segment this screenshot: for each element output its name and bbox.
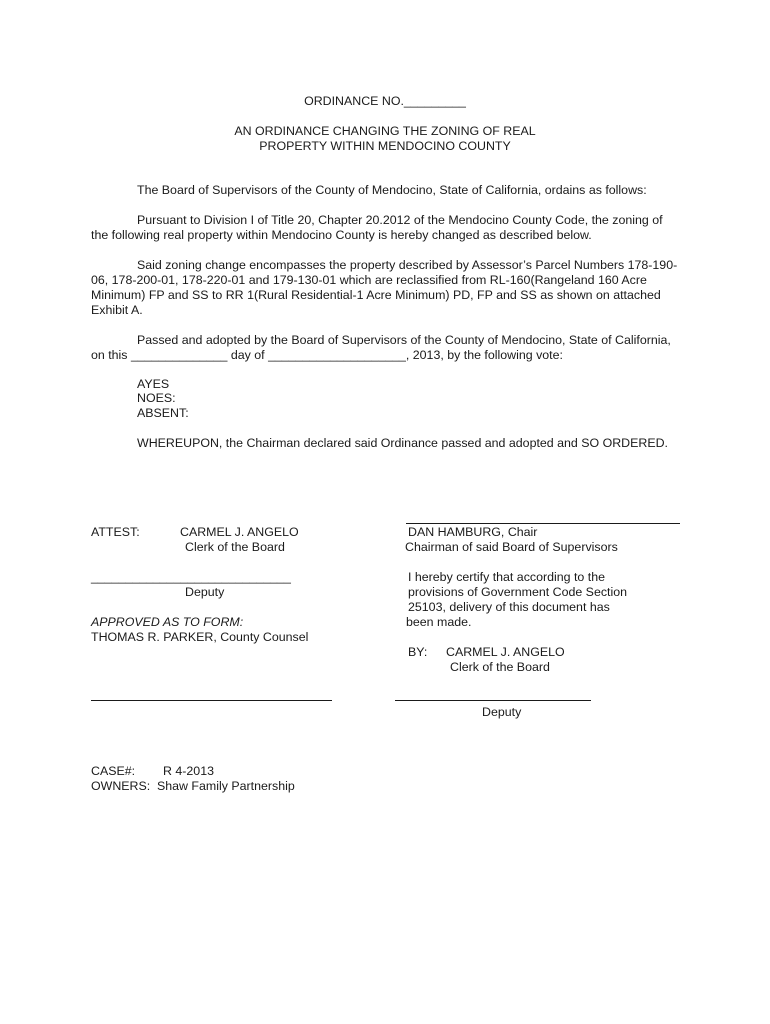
- vote-noes: NOES:: [137, 391, 176, 405]
- owners-label: OWNERS:: [91, 779, 151, 793]
- certify-line-4: been made.: [406, 615, 472, 629]
- vote-ayes: AYES: [137, 377, 170, 391]
- by-name: CARMEL J. ANGELO: [446, 645, 565, 659]
- chair-signature-line: [406, 523, 680, 524]
- counsel-signature-line: [91, 700, 332, 701]
- case-number: R 4-2013: [163, 764, 214, 778]
- chair-name: DAN HAMBURG, Chair: [408, 525, 538, 539]
- certify-line-2: provisions of Government Code Section: [408, 585, 628, 599]
- certify-line-1: I hereby certify that according to the: [408, 570, 605, 584]
- by-title: Clerk of the Board: [450, 660, 550, 674]
- paragraph-passed-adopted: Passed and adopted by the Board of Supervisors of the County of Mendocino, State of California, on this ______________ day of ____________________, 2013, by the following vote:: [91, 333, 671, 362]
- whereupon-text: WHEREUPON, the Chairman declared said Ordinance passed and adopted and SO ORDERED.: [137, 436, 668, 450]
- certify-line-3: 25103, delivery of this document has: [408, 600, 610, 614]
- clerk-name: CARMEL J. ANGELO: [180, 525, 299, 539]
- approved-as-to-form: APPROVED AS TO FORM:: [91, 615, 244, 629]
- attest-label: ATTEST:: [91, 525, 140, 539]
- chair-title: Chairman of said Board of Supervisors: [405, 540, 618, 554]
- county-counsel: THOMAS R. PARKER, County Counsel: [91, 630, 309, 644]
- ordinance-number: ORDINANCE NO._________: [304, 94, 466, 108]
- case-label: CASE#:: [91, 764, 136, 778]
- intro-text: The Board of Supervisors of the County of Mendocino, State of California, ordains as follows:: [137, 183, 647, 197]
- deputy-right-signature-line: [395, 700, 591, 701]
- vote-absent: ABSENT:: [137, 406, 189, 420]
- by-label: BY:: [408, 645, 428, 659]
- ordinance-title-line1: AN ORDINANCE CHANGING THE ZONING OF REAL: [234, 124, 536, 138]
- deputy-signature-line: _____________________________: [91, 570, 291, 584]
- paragraph-pursuant: Pursuant to Division I of Title 20, Chapter 20.2012 of the Mendocino County Code, the zoning of the following real property within Mendocino County is hereby changed as described below.: [91, 213, 663, 242]
- owners-value: Shaw Family Partnership: [157, 779, 295, 793]
- deputy-label: Deputy: [185, 585, 225, 599]
- ordinance-title-line2: PROPERTY WITHIN MENDOCINO COUNTY: [259, 139, 511, 153]
- deputy-right-label: Deputy: [482, 705, 522, 719]
- paragraph-zoning-change: Said zoning change encompasses the property described by Assessor’s Parcel Numbers 178-190-06, 178-200-01, 178-220-01 and 179-130-01 which are reclassified from RL-160(Rangeland 160 Acre Minimum) FP and SS to RR 1(Rural Residential-1 Acre Minimum) PD, FP and SS as shown on attached Exhibit A.: [91, 258, 678, 317]
- clerk-title: Clerk of the Board: [185, 540, 285, 554]
